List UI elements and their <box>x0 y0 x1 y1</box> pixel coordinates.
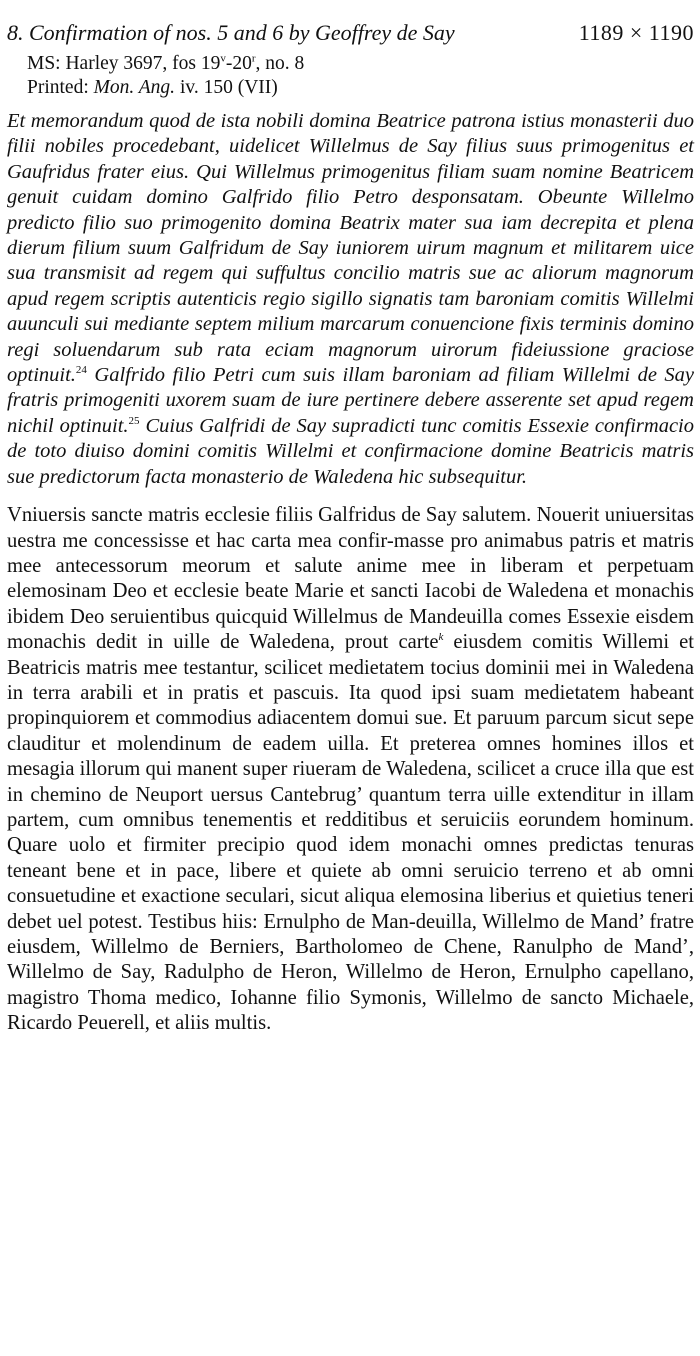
printed-label: Printed: <box>27 77 94 98</box>
folio-verso-mark: v <box>220 52 226 65</box>
preamble-text-1: Et memorandum quod de ista nobili domina Beatrice patrona istius monasterii duo filii nobiles procedebant, uidelicet Willelmus de Say filius suus primogenitus et Gaufridus frater eius. Qui Willelmus primogenitus filiam suam nomine Beatricem genuit cuidam domino Galfrido filio Petro desponsatam. Obeunte Willelmo predicto filio suo primogenito domina Beatrix mater sua iam decrepita et plena dierum filium suum Galfridum de Say iuniorem uirum magnum et militarem uice sua transmisit ad regem qui suffultus concilio matris sue ac aliorum magnorum apud regem scriptis autenticis regio sigillo signatis tam baroniam comitis Willelmi auunculi sui mediante septem milium marcarum conuencione fixis terminis domino regi soluendarum sub rata eciam magnorum uirorum fideiussione graciose optinuit. <box>7 110 694 387</box>
charter-text-2: eiusdem comitis Willemi et Beatricis matris mee testantur, scilicet medietatem tocius dominii mei in Waledena in terra arabili et in pratis et pascuis. Ita quod ipsi suam medietatem habeant propinquiorem et commodius adiacentem domui sue. Et paruum parcum sicut sepe clauditur et molendinum de eadem uilla. Et preterea omnes homines illos et mesagia illorum qui manent super riueram de Waledena, scilicet a cruce illa que est in chemino de Neuport uersus Cantebrug’ quantum terra uille extenditur in illam partem, cum omnibus tenementis et redditibus et seruiciis eorundem hominum. Quare uolo et firmiter precipio quod idem monachi omnes predictas tenuras teneant bene et in pace, libere et quiete ab omni seruicio terreno et ab omni consuetudine et exactione seculari, sicut aliqua elemosina liberius et quietius teneri debet uel potest. Testibus hiis: Ernulpho de Man-deuilla, Willelmo de Mand’ fratre eiusdem, Willelmo de Berniers, Bartholomeo de Chene, Ranulpho de Mand’, Willelmo de Say, Radulpho de Heron, Willelmo de Heron, Ernulpho capellano, magistro Thoma medico, Iohanne filio Symonis, Willelmo de sancto Michaele, Ricardo Peuerell, et aliis multis. <box>7 631 694 1035</box>
folio-recto-mark: r <box>251 52 256 65</box>
printed-title: Mon. Ang. <box>93 77 176 98</box>
textual-note-k: k <box>438 631 444 644</box>
footnote-25: 25 <box>128 415 140 428</box>
charter-date: 1189 × 1190 <box>578 20 694 45</box>
manuscript-line <box>27 52 694 76</box>
charter-title: 8. Confirmation of nos. 5 and 6 by Geoffrey de Say <box>7 20 455 45</box>
narrative-preamble <box>7 109 694 490</box>
footnote-24: 24 <box>75 364 87 377</box>
charter-heading <box>7 18 694 48</box>
source-block <box>27 52 694 100</box>
printed-ref: iv. 150 (VII) <box>175 77 278 98</box>
charter-text-1: Vniuersis sancte matris ecclesie filiis Galfridus de Say salutem. Nouerit uniuersitas uestra me concessisse et hac carta mea confir-masse pro animabus patris et matris mee antecessorum meorum et salute anime mee in liberam et perpetuam elemosinam Deo et ecclesie beate Marie et sancti Iacobi de Waledena et monachis ibidem Deo seruientibus quicquid Willelmus de Mandeuilla comes Essexie eisdem monachis dedit in uille de Waledena, prout carte <box>7 504 694 654</box>
manuscript-ref: MS: Harley 3697, fos 19 <box>27 53 221 74</box>
preamble-text-3: Cuius Galfridi de Say supradicti tunc comitis Essexie confirmacio de toto diuiso domini comitis Willelmi et confirmacione domine Beatricis matris sue predictorum facta monasterio de Waledena hic subsequitur. <box>7 414 694 488</box>
charter-text <box>7 503 694 1037</box>
manuscript-range: -20 <box>225 53 252 74</box>
preamble-text-2: Galfrido filio Petri cum suis illam baroniam ad filiam Willelmi de Say fratris primogeniti uxorem suam de iure pertinere debere asserente set apud regem nichil optinuit. <box>7 364 694 437</box>
printed-line <box>27 76 694 100</box>
manuscript-number: , no. 8 <box>255 53 305 74</box>
